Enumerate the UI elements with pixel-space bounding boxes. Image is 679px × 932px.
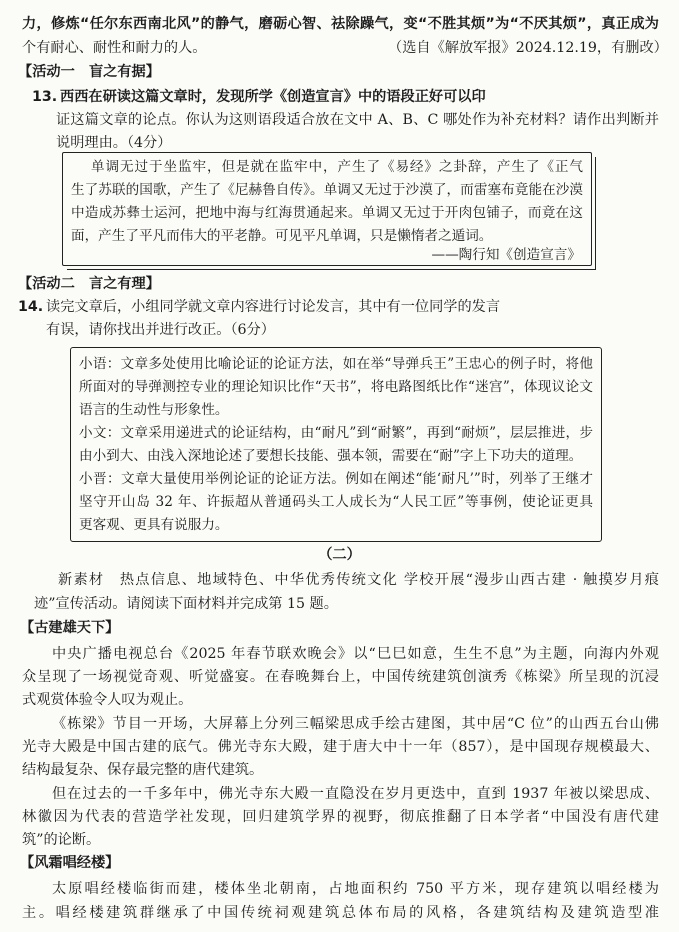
paragraph-line: 筑”的论断。 bbox=[22, 832, 101, 848]
section-intro-line: 新素材 热点信息、地域特色、中华优秀传统文化 学校开展“漫步山西古建 · 触摸岁月痕 bbox=[58, 572, 659, 588]
discussion-line: 小文：文章采用递进式的论证结构，由“耐凡”到“耐繁”，再到“耐烦”，层层推进，步 bbox=[79, 425, 593, 441]
quote-line: 生了苏联的国歌，产生了《尼赫鲁自传》。单调又无过于沙漠了，而雷塞布竟能在沙漠 bbox=[71, 182, 583, 198]
quote-source: ——陶行知《创造宣言》 bbox=[431, 247, 581, 263]
discussion-line: 更客观、更具有说服力。 bbox=[79, 517, 229, 533]
paragraph-line: 光寺大殿是中国古建的底气。佛光寺东大殿，建于唐大中十一年（857），是中国现存规模最大、 bbox=[22, 739, 659, 755]
quote-line: 中造成苏彝士运河，把地中海与红海贯通起来。单调又无过于开肉包铺子，而竟在这 bbox=[71, 205, 583, 221]
paragraph-line: 太原唱经楼临街而建，楼体坐北朝南，占地面积约 750 平方米，现存建筑以唱经楼为 bbox=[52, 881, 659, 897]
passage-end-line: 力，修炼“任尔东西南北风”的静气，磨砺心智、祛除躁气，变“不胜其烦”为“不厌其烦”，真正成为 bbox=[22, 16, 659, 32]
discussion-line: 所面对的导弹测控专业的理论知识比作“天书”，将电路图纸比作“迷宫”，体现议论文 bbox=[79, 379, 593, 395]
question-13-line: 证这篇文章的论点。你认为这则语段适合放在文中 A、B、C 哪处作为补充材料？请作出判断并 bbox=[56, 112, 659, 128]
paragraph-line: 中央广播电视总台《2025 年春节联欢晚会》以“巳巳如意，生生不息”为主题，向海内外观 bbox=[52, 646, 659, 662]
paragraph-line: 式观赏体验令人叹为观止。 bbox=[22, 692, 193, 708]
section-intro-line: 迹”宣传活动。请阅读下面材料并完成第 15 题。 bbox=[34, 596, 338, 612]
question-14-number: 14. bbox=[18, 299, 44, 315]
discussion-line: 坚守开山岛 32 年、许振超从普通码头工人成长为“人民工匠”等事例，使论证更具 bbox=[79, 494, 593, 510]
activity-one-header: 【活动一 盲之有据】 bbox=[18, 64, 160, 80]
activity-two-header: 【活动二 言之有理】 bbox=[18, 276, 160, 292]
question-14-line: 读完文章后，小组同学就文章内容进行讨论发言，其中有一位同学的发言 bbox=[46, 299, 501, 315]
discussion-line: 小晋：文章大量使用举例论证的论证方法。例如在阐述“能‘耐凡’”时，列举了王继才 bbox=[79, 471, 593, 487]
paragraph-line: 众呈现了一场视觉奇观、听觉盛宴。在春晚舞台上，中国传统建筑创演秀《栋梁》所呈现的沉浸 bbox=[22, 669, 659, 685]
discussion-line: 语言的生动性与形象性。 bbox=[79, 402, 229, 418]
subheading-chanting-tower: 【风霜唱经楼】 bbox=[20, 855, 120, 871]
passage-source: （选自《解放军报》2024.12.19，有删改） bbox=[388, 40, 668, 56]
paragraph-line: 《栋梁》节目一开场，大屏幕上分列三幅梁思成手绘古建图，其中居“C 位”的山西五台山佛 bbox=[52, 716, 659, 732]
discussion-box bbox=[70, 347, 602, 542]
question-14-line: 有误，请你找出并进行改正。（6分） bbox=[46, 322, 275, 338]
paragraph-line: 结构最复杂、保存最完整的唐代建筑。 bbox=[22, 762, 264, 778]
discussion-line: 小语：文章多处使用比喻论证的论证方法，如在举“导弹兵王”王忠心的例子时，将他 bbox=[79, 356, 593, 372]
subheading-ancient-buildings: 【古建雄天下】 bbox=[20, 620, 120, 636]
paragraph-line: 主。唱经楼建筑群继承了中国传统祠观建筑总体布局的风格，各建筑结构及建筑造型准 bbox=[22, 905, 659, 921]
quote-line: 单调无过于坐监牢，但是就在监牢中，产生了《易经》之卦辞，产生了《正气 bbox=[91, 159, 583, 175]
passage-end-line: 个有耐心、耐性和耐力的人。 bbox=[22, 40, 207, 56]
question-13-number: 13. bbox=[32, 89, 58, 105]
discussion-line: 由小到大、由浅入深地论述了要想长技能、强本领，需要在“耐”字上下功夫的道理。 bbox=[79, 448, 583, 464]
section-two-title: （二） bbox=[318, 547, 361, 563]
paragraph-line: 林徽因为代表的营造学社发现，回归建筑学界的视野，彻底推翻了日本学者“中国没有唐代建 bbox=[22, 809, 659, 825]
question-13-line: 西西在研读这篇文章时，发现所学《创造宣言》中的语段正好可以印 bbox=[60, 89, 486, 105]
paragraph-line: 但在过去的一千多年中，佛光寺东大殿一直隐没在岁月更迭中，直到 1937 年被以梁思成、 bbox=[52, 786, 659, 802]
quote-line: 面，产生了平凡而伟大的平老静。可见平凡单调，只是懒惰者之遁词。 bbox=[71, 228, 493, 244]
quote-box bbox=[62, 152, 592, 266]
question-13-line: 说明理由。（4分） bbox=[56, 135, 172, 151]
